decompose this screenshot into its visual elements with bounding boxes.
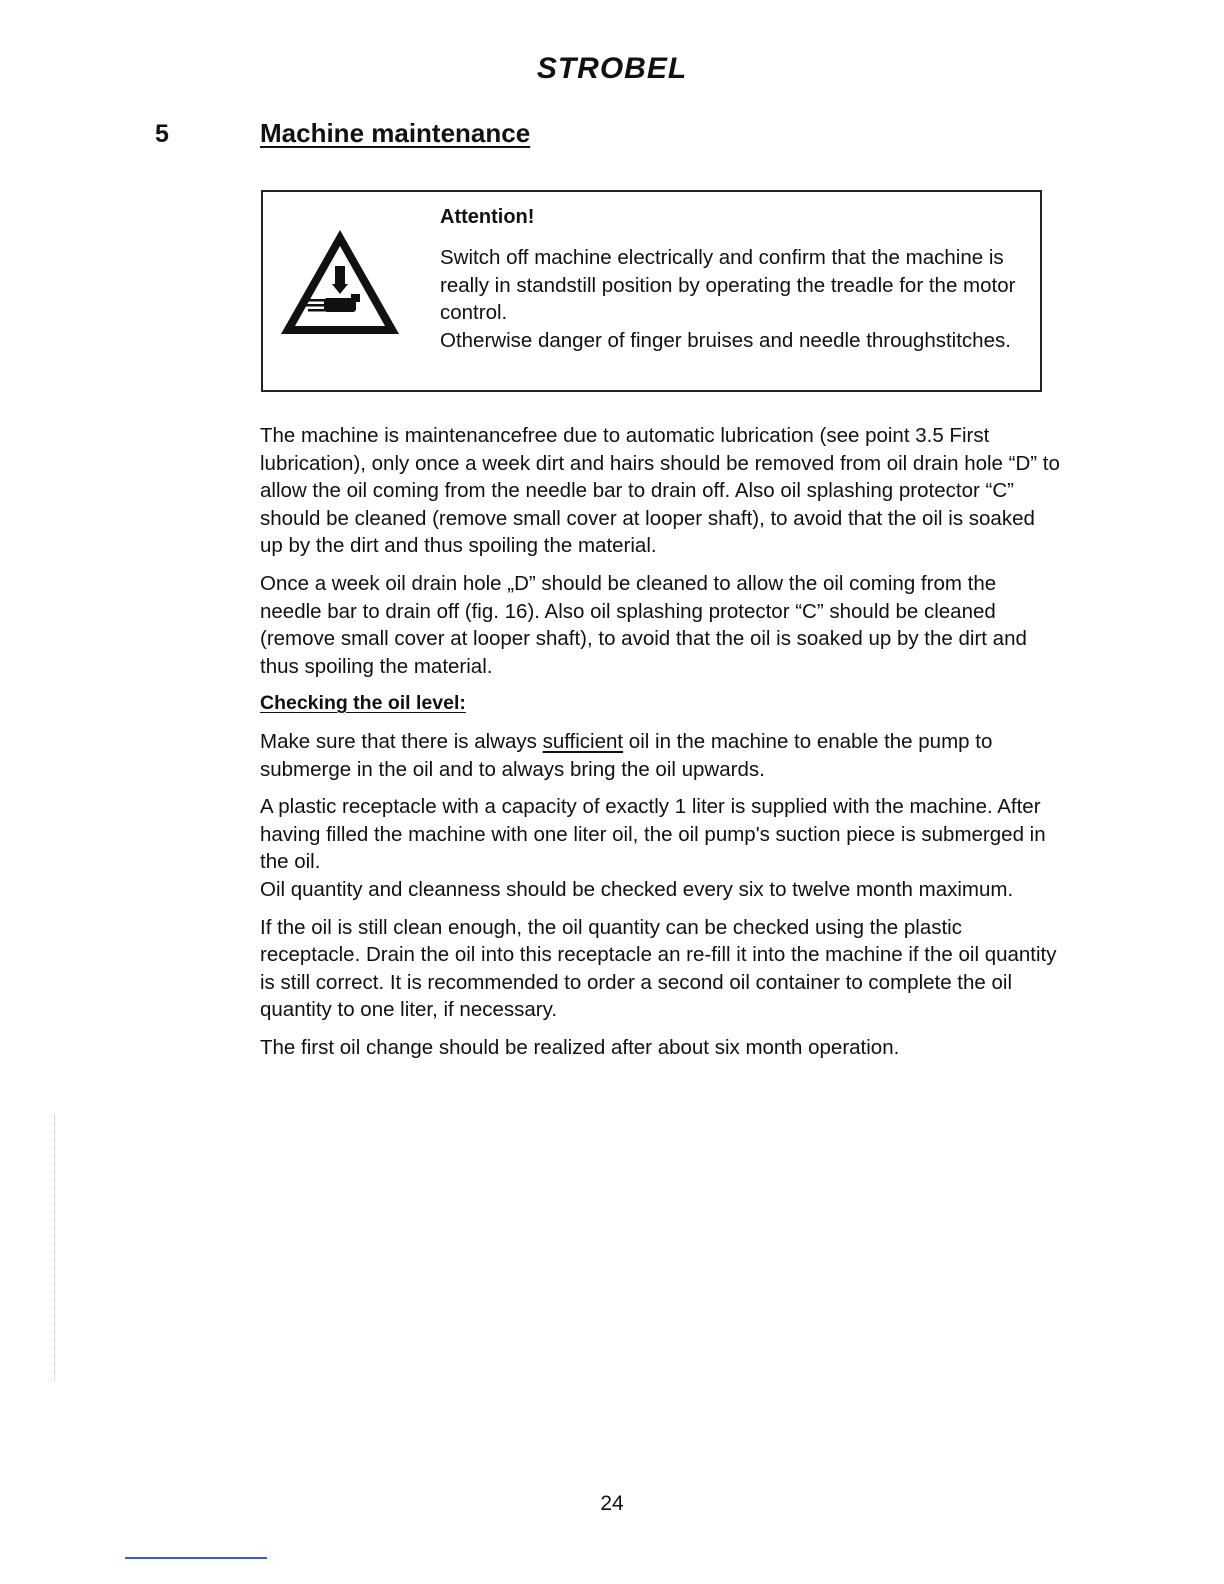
paragraph-oil-quantity: If the oil is still clean enough, the oil quantity can be checked using the plastic receptacle. Drain the oil into this receptacle an re-fill it into the machine if the oil quantity is still correct. It is recommended to order a second oil container to complete the oil quantity to one liter, if necessary. [260,915,1057,1022]
warning-box [261,190,1042,392]
footer-rule [125,1557,267,1559]
paragraph-check-interval: Oil quantity and cleanness should be checked every six to twelve month maximum. [260,877,1014,901]
paragraph-receptacle: A plastic receptacle with a capacity of exactly 1 liter is supplied with the machine. After having filled the machine with one liter oil, the oil pump's suction piece is submerged in the oil. [260,795,1046,874]
text-fragment: oil in the machine to enable the pump to submerge in the oil and to always bring the oil upwards. [260,729,993,781]
hand-crush-warning-icon [277,226,403,338]
section-number: 5 [155,120,169,148]
page-number: 24 [600,1492,624,1515]
warning-text [440,244,1030,354]
scan-margin-marks [54,1115,57,1380]
brand-logo: STROBEL [536,52,688,85]
warning-line: Otherwise danger of finger bruises and needle throughstitches. [440,328,1011,352]
body-content [260,422,1060,1071]
paragraph-lubrication: The machine is maintenancefree due to automatic lubrication (see point 3.5 First lubrication), only once a week dirt and hairs should be removed from oil drain hole “D” to allow the oil coming from the needle bar to drain off. Also oil splashing protector “C” should be cleaned (remove small cover at looper shaft), to avoid that the oil is soaked up by the dirt and thus spoiling the material. [260,424,1060,558]
paragraph-drain-hole: Once a week oil drain hole „D” should be cleaned to allow the oil coming from the needle bar to drain off (fig. 16). Also oil splashing protector “C” should be cleaned (remove small cover at looper shaft), to avoid that the oil is soaked up by the dirt and thus spoiling the material. [260,571,1027,678]
warning-line: Switch off machine electrically and confirm that the machine is really in standstill position by operating the treadle for the motor control. [440,246,1016,324]
warning-heading: Attention! [440,206,535,228]
text-fragment: Make sure that there is always [260,729,543,753]
subheading-oil-level: Checking the oil level: [260,692,466,715]
underlined-word: sufficient [542,729,624,753]
paragraph-oil-change: The first oil change should be realized after about six month operation. [260,1035,900,1059]
paragraph-oil-sufficient [260,728,1060,783]
section-title: Machine maintenance [260,118,531,148]
